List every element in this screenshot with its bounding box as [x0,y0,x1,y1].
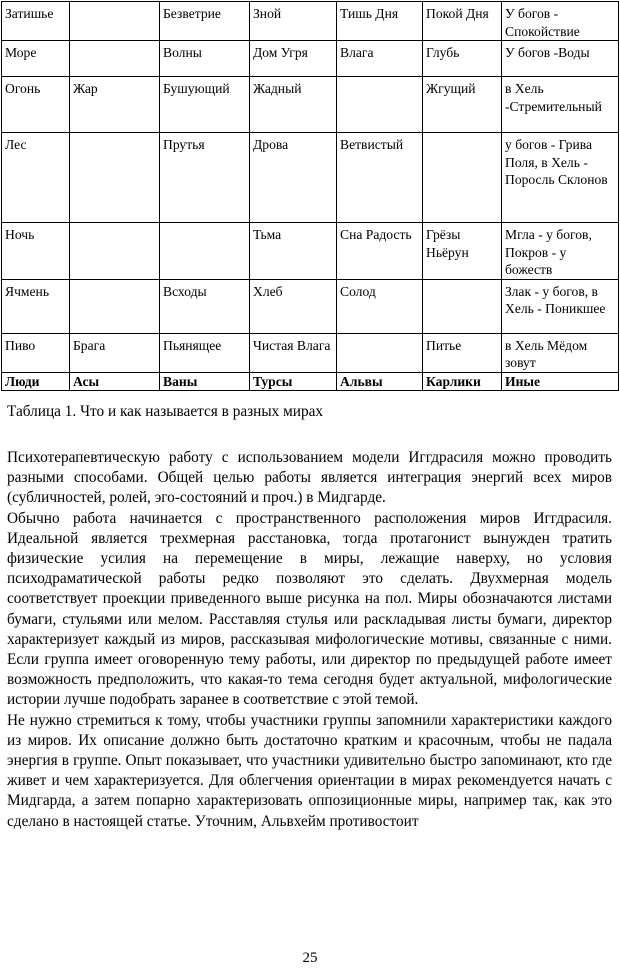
table-cell: Хлеб [250,279,337,333]
table-footer-cell: Турсы [250,372,337,391]
table-cell: Грёзы Ньёрун [423,223,502,280]
table-cell: Пиво [2,333,70,372]
table-cell: Покой Дня [423,2,502,41]
table-footer-cell: Альвы [337,372,423,391]
table-row [2,77,619,133]
table-cell: в Хель -Стремительный [502,77,619,133]
table-footer-cell: Карлики [423,372,502,391]
table-cell: Ветвистый [337,133,423,223]
worlds-naming-table [1,1,619,391]
table-cell: Дом Угря [250,41,337,77]
table-cell: в Хель Мёдом зовут [502,333,619,372]
table-cell [70,41,160,77]
table-cell [70,223,160,280]
paragraph: Обычно работа начинается с пространственного расположения миров Иггдрасиля. Идеальной является трехмерная расстановка, тогда протагонист вынужден тратить физические усилия на перемещение в миры, лежащие наверху, но условия психодраматической работы редко позволяют это сделать. Двухмерная модель соответствует проекции приведенного выше рисунка на пол. Миры обозначаются листами бумаги, стульями или мелом. Расставляя стулья или раскладывая листы бумаги, директор характеризует каждый из миров, рассказывая мифологические мотивы, связанные с ними. Если группа имеет оговоренную тему работы, или директор по предыдущей работе имеет возможность предположить, что какая-то тема сегодня будет актуальной, мифологические истории лучше подобрать заранее в соответствие с этой темой. [7,509,612,709]
table-cell [423,133,502,223]
table-row [2,133,619,223]
table-cell: Солод [337,279,423,333]
table-cell: Зной [250,2,337,41]
table-cell: Тьма [250,223,337,280]
table-footer-row [2,372,619,391]
page-number: 25 [302,950,318,966]
table-cell [160,223,250,280]
table-cell: Брага [70,333,160,372]
table-cell: Бушующий [160,77,250,133]
table-cell: Волны [160,41,250,77]
table-row [2,333,619,372]
table-cell: у богов - Грива Поля, в Хель - Поросль Склонов [502,133,619,223]
table-cell [423,279,502,333]
table-caption: Таблица 1. Что и как называется в разных мирах [7,403,324,420]
table-cell: Ячмень [2,279,70,333]
table-cell: Всходы [160,279,250,333]
table-cell: Огонь [2,77,70,133]
table-cell: Влага [337,41,423,77]
body-text [7,448,612,832]
table-cell [337,333,423,372]
table-row [2,41,619,77]
table-cell: У богов - Спокойствие [502,2,619,41]
table-cell [337,77,423,133]
table-footer-cell: Люди [2,372,70,391]
table-cell: Жар [70,77,160,133]
table-cell [70,279,160,333]
table-row [2,2,619,41]
table-footer-cell: Иные [502,372,619,391]
table-cell: Тишь Дня [337,2,423,41]
table-footer-cell: Ваны [160,372,250,391]
table-row [2,223,619,280]
table-cell: Жадный [250,77,337,133]
table-cell: У богов -Воды [502,41,619,77]
table-cell: Глубь [423,41,502,77]
table-cell: Чистая Влага [250,333,337,372]
table-cell: Мгла - у богов, Покров - у божеств [502,223,619,280]
table-cell: Лес [2,133,70,223]
table-cell: Безветрие [160,2,250,41]
table-cell: Прутья [160,133,250,223]
table-cell: Злак - у богов, в Хель - Поникшее [502,279,619,333]
table-cell: Ночь [2,223,70,280]
table-cell [70,133,160,223]
table-cell: Затишье [2,2,70,41]
table-cell: Питье [423,333,502,372]
table-cell: Сна Радость [337,223,423,280]
table-cell: Море [2,41,70,77]
table-cell: Пьянящее [160,333,250,372]
table-cell: Жгущий [423,77,502,133]
paragraph: Не нужно стремиться к тому, чтобы участники группы запомнили характеристики каждого из миров. Их описание должно быть достаточно кратким и красочным, чтобы не падала энергия в группе. Опыт показывает, что участники удивительно быстро запоминают, кто где живет и чем характеризуется. Для облегчения ориентации в мирах рекомендуется начать с Мидгарда, а затем попарно характеризовать оппозиционные миры, например так, как это сделано в настоящей статье. Уточним, Альвхейм противостоит [7,711,612,830]
table-row [2,279,619,333]
paragraph: Психотерапевтическую работу с использованием модели Иггдрасиля можно проводить разными способами. Общей целью работы является интеграция энергий всех миров (субличностей, ролей, эго-состояний и проч.) в Мидгарде. [7,449,612,507]
table-cell: Дрова [250,133,337,223]
table-footer-cell: Асы [70,372,160,391]
table-cell [70,2,160,41]
